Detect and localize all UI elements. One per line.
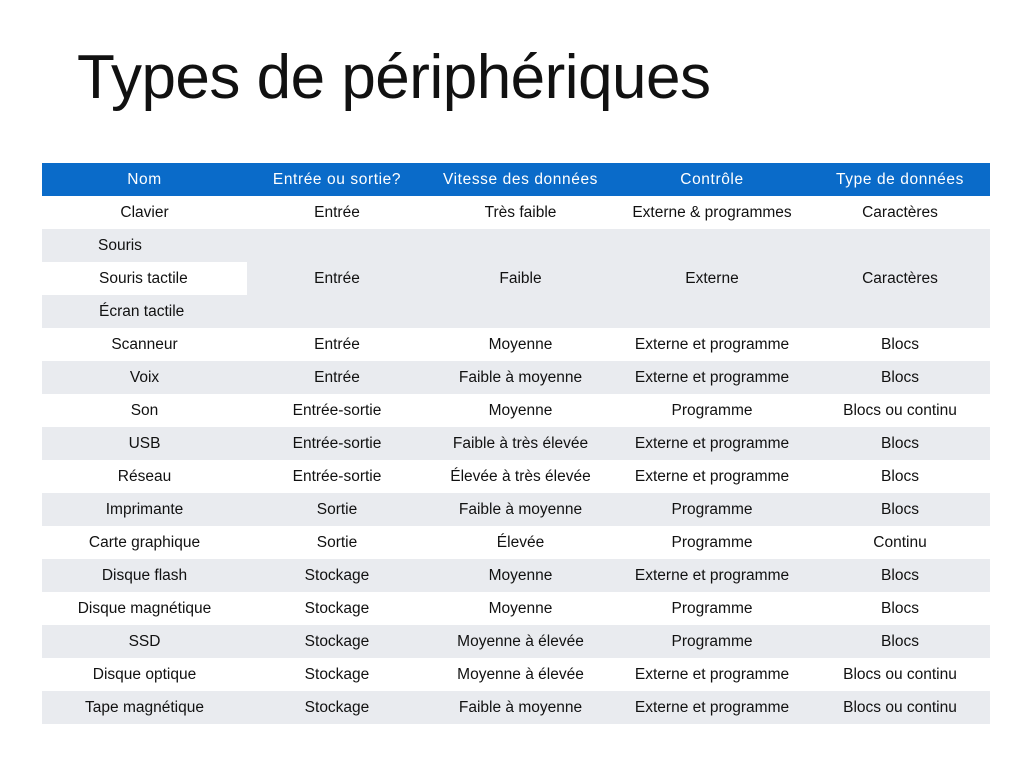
- cell-speed: Faible à moyenne: [427, 493, 614, 526]
- cell-speed: Moyenne: [427, 592, 614, 625]
- cell-name: Souris: [42, 229, 247, 262]
- cell-speed: Moyenne à élevée: [427, 658, 614, 691]
- cell-io: Entrée-sortie: [247, 460, 427, 493]
- slide-title: Types de périphériques: [77, 43, 711, 112]
- cell-control: Externe & programmes: [614, 196, 810, 229]
- cell-data-type: Blocs ou continu: [810, 394, 990, 427]
- cell-io: Sortie: [247, 526, 427, 559]
- header-control: Contrôle: [614, 163, 810, 196]
- cell-data-type: Blocs: [810, 427, 990, 460]
- cell-speed: Faible à moyenne: [427, 691, 614, 724]
- cell-io: Stockage: [247, 625, 427, 658]
- cell-name: Souris tactile: [42, 262, 247, 295]
- cell-data-type: Blocs: [810, 460, 990, 493]
- table-row: [42, 526, 990, 559]
- cell-io: Entrée-sortie: [247, 394, 427, 427]
- cell-speed: Élevée: [427, 526, 614, 559]
- header-speed: Vitesse des données: [427, 163, 614, 196]
- table-row: [42, 394, 990, 427]
- cell-data-type: Blocs: [810, 328, 990, 361]
- cell-io: Sortie: [247, 493, 427, 526]
- cell-control: Externe et programme: [614, 460, 810, 493]
- cell-control: Externe: [614, 229, 810, 328]
- header-data-type: Type de données: [810, 163, 990, 196]
- header-name: Nom: [42, 163, 247, 196]
- table-row: [42, 493, 990, 526]
- cell-control: Externe et programme: [614, 691, 810, 724]
- cell-data-type: Blocs: [810, 559, 990, 592]
- cell-name: Imprimante: [42, 493, 247, 526]
- table-row: [42, 559, 990, 592]
- cell-name: SSD: [42, 625, 247, 658]
- cell-speed: Faible: [427, 229, 614, 328]
- cell-control: Externe et programme: [614, 658, 810, 691]
- cell-name: Clavier: [42, 196, 247, 229]
- cell-speed: Élevée à très élevée: [427, 460, 614, 493]
- cell-io: Stockage: [247, 658, 427, 691]
- cell-control: Programme: [614, 625, 810, 658]
- cell-control: Externe et programme: [614, 361, 810, 394]
- cell-data-type: Continu: [810, 526, 990, 559]
- header-io: Entrée ou sortie?: [247, 163, 427, 196]
- cell-data-type: Blocs: [810, 592, 990, 625]
- table-row: [42, 427, 990, 460]
- cell-data-type: Blocs ou continu: [810, 658, 990, 691]
- table-row: [42, 592, 990, 625]
- cell-control: Externe et programme: [614, 559, 810, 592]
- table-row: [42, 460, 990, 493]
- cell-io: Entrée: [247, 361, 427, 394]
- cell-speed: Moyenne: [427, 328, 614, 361]
- cell-data-type: Caractères: [810, 196, 990, 229]
- cell-control: Externe et programme: [614, 427, 810, 460]
- cell-io: Entrée: [247, 229, 427, 328]
- cell-io: Entrée: [247, 196, 427, 229]
- cell-name: Écran tactile: [42, 295, 247, 328]
- cell-data-type: Blocs: [810, 493, 990, 526]
- cell-name: Disque optique: [42, 658, 247, 691]
- cell-control: Programme: [614, 526, 810, 559]
- cell-name: USB: [42, 427, 247, 460]
- cell-speed: Faible à très élevée: [427, 427, 614, 460]
- cell-name: Disque magnétique: [42, 592, 247, 625]
- cell-io: Stockage: [247, 559, 427, 592]
- cell-io: Entrée: [247, 328, 427, 361]
- cell-speed: Très faible: [427, 196, 614, 229]
- cell-data-type: Blocs: [810, 625, 990, 658]
- cell-speed: Faible à moyenne: [427, 361, 614, 394]
- cell-name: Son: [42, 394, 247, 427]
- cell-control: Programme: [614, 493, 810, 526]
- cell-speed: Moyenne: [427, 394, 614, 427]
- cell-name: Scanneur: [42, 328, 247, 361]
- table-row: [42, 196, 990, 229]
- table-header-row: [42, 163, 990, 196]
- cell-io: Stockage: [247, 691, 427, 724]
- table-row: [42, 229, 990, 262]
- cell-name: Disque flash: [42, 559, 247, 592]
- table-row: [42, 361, 990, 394]
- cell-speed: Moyenne à élevée: [427, 625, 614, 658]
- cell-name: Voix: [42, 361, 247, 394]
- cell-name: Tape magnétique: [42, 691, 247, 724]
- cell-name: Carte graphique: [42, 526, 247, 559]
- cell-data-type: Blocs ou continu: [810, 691, 990, 724]
- device-types-table: [42, 163, 990, 724]
- cell-control: Externe et programme: [614, 328, 810, 361]
- table-row: [42, 691, 990, 724]
- cell-speed: Moyenne: [427, 559, 614, 592]
- table-row: [42, 328, 990, 361]
- table-row: [42, 658, 990, 691]
- cell-data-type: Blocs: [810, 361, 990, 394]
- cell-data-type: Caractères: [810, 229, 990, 328]
- cell-io: Stockage: [247, 592, 427, 625]
- cell-name: Réseau: [42, 460, 247, 493]
- cell-io: Entrée-sortie: [247, 427, 427, 460]
- table-row: [42, 625, 990, 658]
- cell-control: Programme: [614, 592, 810, 625]
- cell-control: Programme: [614, 394, 810, 427]
